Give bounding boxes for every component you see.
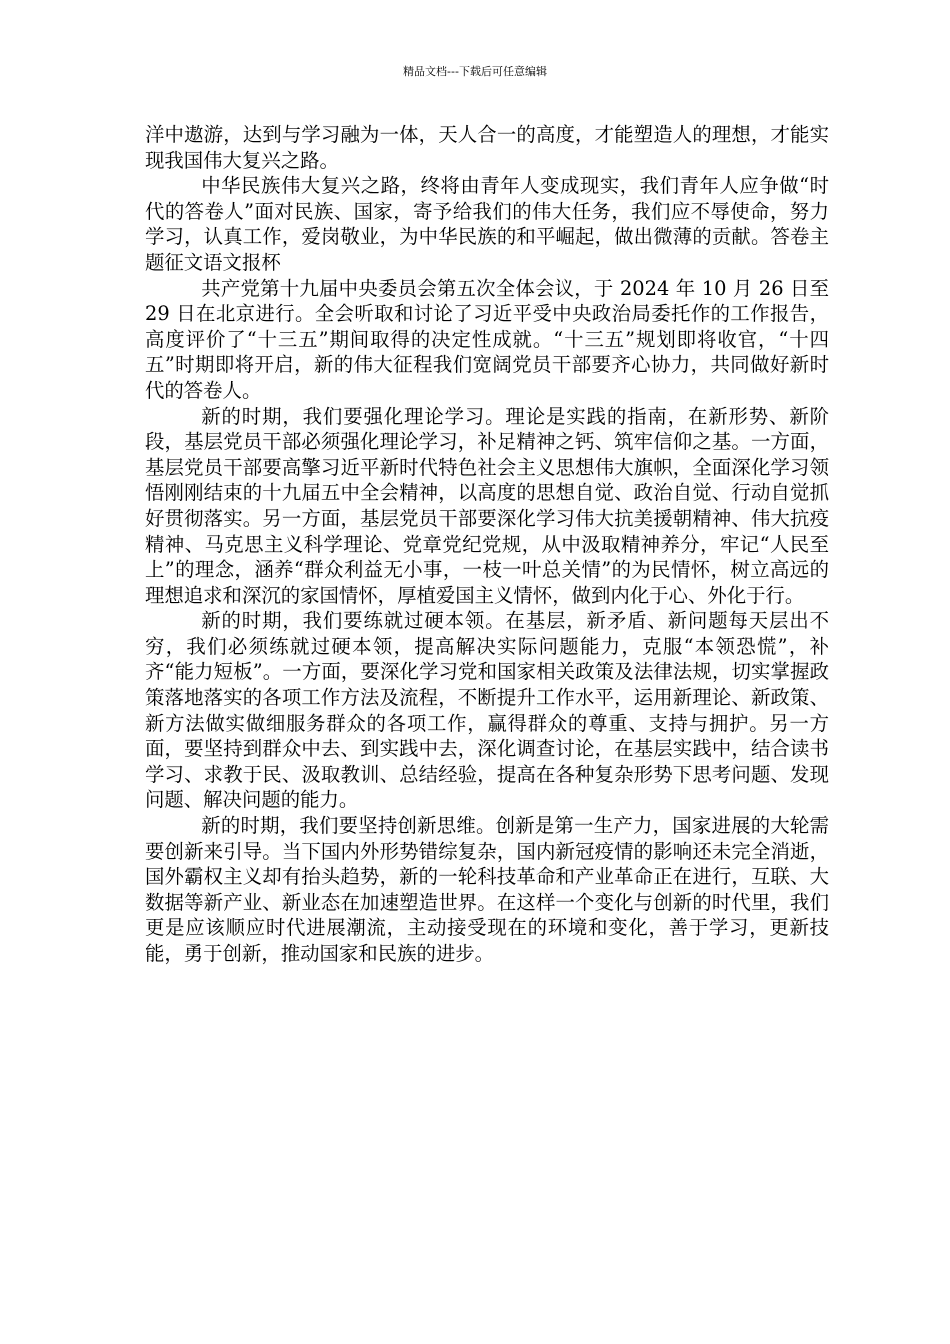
paragraph-1: 洋中遨游，达到与学习融为一体，天人合一的高度，才能塑造人的理想，才能实现我国伟大复兴之路。 <box>145 123 829 172</box>
paragraph-2: 中华民族伟大复兴之路，终将由青年人变成现实，我们青年人应争做“时代的答卷人”面对民族、国家，寄予给我们的伟大任务，我们应不辱使命，努力学习，认真工作，爱岗敬业，为中华民族的和平崛起，做出微薄的贡献。答卷主题征文语文报杯 <box>145 174 829 274</box>
paragraph-6: 新的时期，我们要坚持创新思维。创新是第一生产力，国家进展的大轮需要创新来引导。当下国内外形势错综复杂，国内新冠疫情的影响还未完全消逝，国外霸权主义却有抬头趋势，新的一轮科技革命和产业革命正在进行，互联、大数据等新产业、新业态在加速塑造世界。在这样一个变化与创新的时代里，我们更是应该顺应时代进展潮流，主动接受现在的环境和变化，善于学习，更新技能，勇于创新，推动国家和民族的进步。 <box>145 814 829 965</box>
paragraph-4: 新的时期，我们要强化理论学习。理论是实践的指南，在新形势、新阶段，基层党员干部必须强化理论学习，补足精神之钙、筑牢信仰之基。一方面，基层党员干部要高擎习近平新时代特色社会主义思想伟大旗帜，全面深化学习领悟刚刚结束的十九届五中全会精神，以高度的思想自觉、政治自觉、行动自觉抓好贯彻落实。另一方面，基层党员干部要深化学习伟大抗美援朝精神、伟大抗疫精神、马克思主义科学理论、党章党纪党规，从中汲取精神养分，牢记“人民至上”的理念，涵养“群众利益无小事，一枝一叶总关情”的为民情怀，树立高远的理想追求和深沉的家国情怀，厚植爱国主义情怀，做到内化于心、外化于行。 <box>145 404 829 607</box>
paragraph-5: 新的时期，我们要练就过硬本领。在基层，新矛盾、新问题每天层出不穷，我们必须练就过硬本领，提高解决实际问题能力，克服“本领恐慌”，补齐“能力短板”。一方面，要深化学习党和国家相关政策及法律法规，切实掌握政策落地落实的各项工作方法及流程，不断提升工作水平，运用新理论、新政策、新方法做实做细服务群众的各项工作，赢得群众的尊重、支持与拥护。另一方面，要坚持到群众中去、到实践中去，深化调查讨论，在基层实践中，结合读书学习、求教于民、汲取教训、总结经验，提高在各种复杂形势下思考问题、发现问题、解决问题的能力。 <box>145 609 829 812</box>
paragraph-3: 共产党第十九届中央委员会第五次全体会议，于 2024 年 10 月 26 日至 29 日在北京进行。全会听取和讨论了习近平受中央政治局委托作的工作报告，高度评价了“十三五”期间取得的决定性成就。“十三五”规划即将收官，“十四五”时期即将开启，新的伟大征程我们宽阔党员干部要齐心协力，共同做好新时代的答卷人。 <box>145 276 829 402</box>
document-body <box>145 122 829 967</box>
page-header: 精品文档---下载后可任意编辑 <box>403 65 547 78</box>
